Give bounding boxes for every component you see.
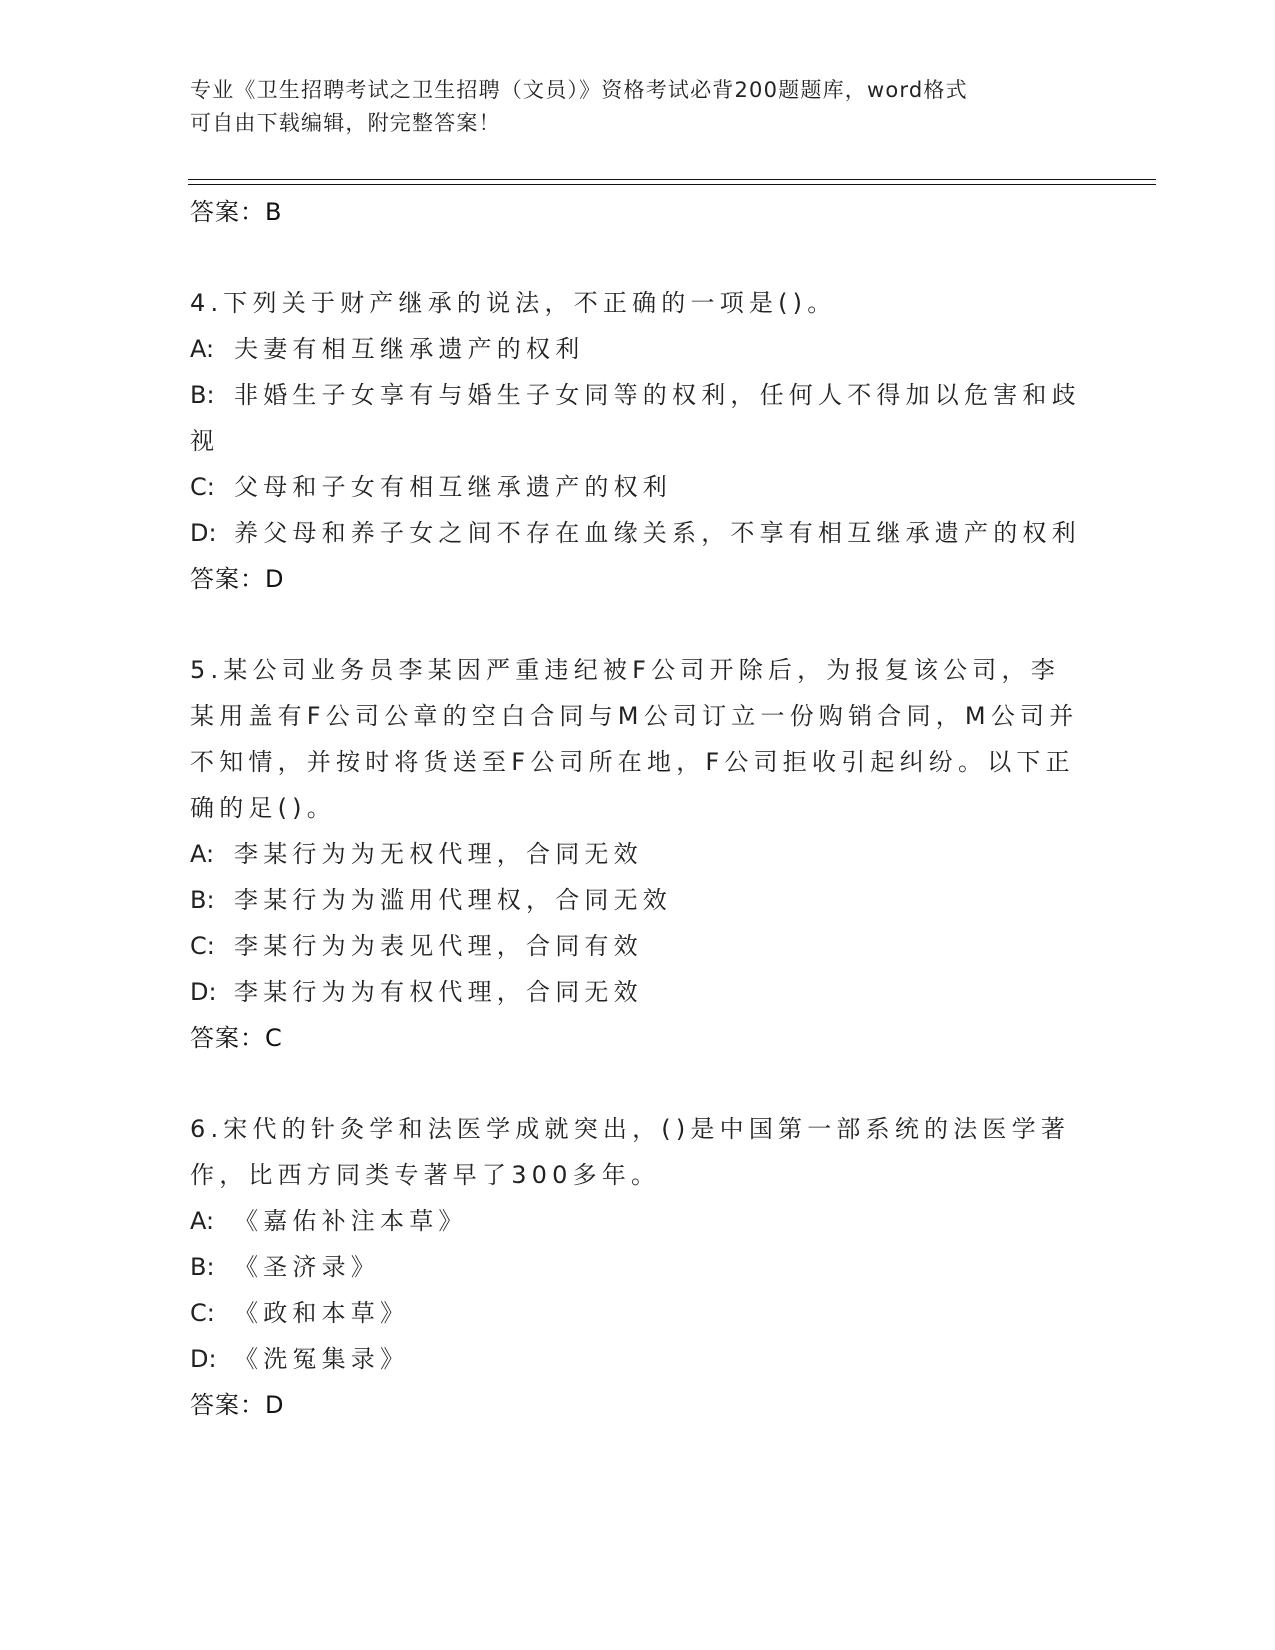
option-a xyxy=(190,1198,1090,1244)
option-c xyxy=(190,1290,1090,1336)
option-letter: C: xyxy=(190,1299,215,1327)
header-title-line-2: 可自由下载编辑，附完整答案！ xyxy=(190,111,501,135)
option-b-continuation: 视 xyxy=(190,427,220,455)
document-header xyxy=(190,74,1090,140)
option-text: 《洗冤集录》 xyxy=(234,1345,410,1373)
question-4 xyxy=(190,280,1090,602)
question-text-line-3: 不知情，并按时将货送至F公司所在地，F公司拒收引起纠纷。以下正 xyxy=(190,748,1075,776)
header-divider-bottom xyxy=(188,184,1156,185)
spacer xyxy=(190,235,1090,280)
spacer xyxy=(190,1061,1090,1106)
question-5 xyxy=(190,647,1090,1061)
question-text-line-1: 6.宋代的针灸学和法医学成就突出，()是中国第一部系统的法医学著 xyxy=(190,1115,1071,1143)
option-letter: A: xyxy=(190,335,215,363)
option-letter: D: xyxy=(190,978,217,1006)
option-text: 《嘉佑补注本草》 xyxy=(234,1207,468,1235)
question-text-line-4: 确的足()。 xyxy=(190,794,336,822)
option-text: 李某行为为滥用代理权，合同无效 xyxy=(234,886,672,914)
option-a xyxy=(190,831,1090,877)
question-6 xyxy=(190,1106,1090,1428)
option-letter: B: xyxy=(190,381,215,409)
option-a xyxy=(190,326,1090,372)
header-divider-top xyxy=(188,179,1156,180)
option-text: 李某行为为表见代理，合同有效 xyxy=(234,932,643,960)
option-c xyxy=(190,923,1090,969)
option-letter: C: xyxy=(190,473,215,501)
question-text-line-1: 5.某公司业务员李某因严重违纪被F公司开除后，为报复该公司，李 xyxy=(190,656,1060,684)
option-letter: A: xyxy=(190,1207,215,1235)
option-letter: D: xyxy=(190,519,217,547)
option-b xyxy=(190,372,1090,418)
question-list xyxy=(190,189,1090,1428)
question-text-line-2: 作，比西方同类专著早了300多年。 xyxy=(190,1161,661,1189)
option-text: 《圣济录》 xyxy=(234,1253,380,1281)
option-text: 非婚生子女享有与婚生子女同等的权利，任何人不得加以危害和歧 xyxy=(234,381,1081,409)
option-text: 李某行为为无权代理，合同无效 xyxy=(234,840,643,868)
option-text: 养父母和养子女之间不存在血缘关系，不享有相互继承遗产的权利 xyxy=(234,519,1081,547)
option-text: 父母和子女有相互继承遗产的权利 xyxy=(234,473,672,501)
option-letter: B: xyxy=(190,1253,215,1281)
option-d xyxy=(190,969,1090,1015)
answer-text: 答案：D xyxy=(190,1391,285,1419)
question-text: 4.下列关于财产继承的说法，不正确的一项是()。 xyxy=(190,289,837,317)
answer-text: 答案：D xyxy=(190,565,285,593)
option-d xyxy=(190,1336,1090,1382)
option-letter: B: xyxy=(190,886,215,914)
option-text: 李某行为为有权代理，合同无效 xyxy=(234,978,643,1006)
option-b xyxy=(190,1244,1090,1290)
answer-text: 答案：C xyxy=(190,1024,283,1052)
question-text-line-2: 某用盖有F公司公章的空白合同与M公司订立一份购销合同，M公司并 xyxy=(190,702,1079,730)
option-d xyxy=(190,510,1090,556)
option-b xyxy=(190,877,1090,923)
option-letter: C: xyxy=(190,932,215,960)
answer-previous-question: 答案：B xyxy=(190,198,283,226)
spacer xyxy=(190,602,1090,647)
header-title-line-1: 专业《卫生招聘考试之卫生招聘（文员）》资格考试必背200题题库，word格式 xyxy=(190,78,968,102)
option-text: 夫妻有相互继承遗产的权利 xyxy=(234,335,585,363)
option-letter: D: xyxy=(190,1345,217,1373)
option-text: 《政和本草》 xyxy=(234,1299,410,1327)
option-c xyxy=(190,464,1090,510)
option-letter: A: xyxy=(190,840,215,868)
